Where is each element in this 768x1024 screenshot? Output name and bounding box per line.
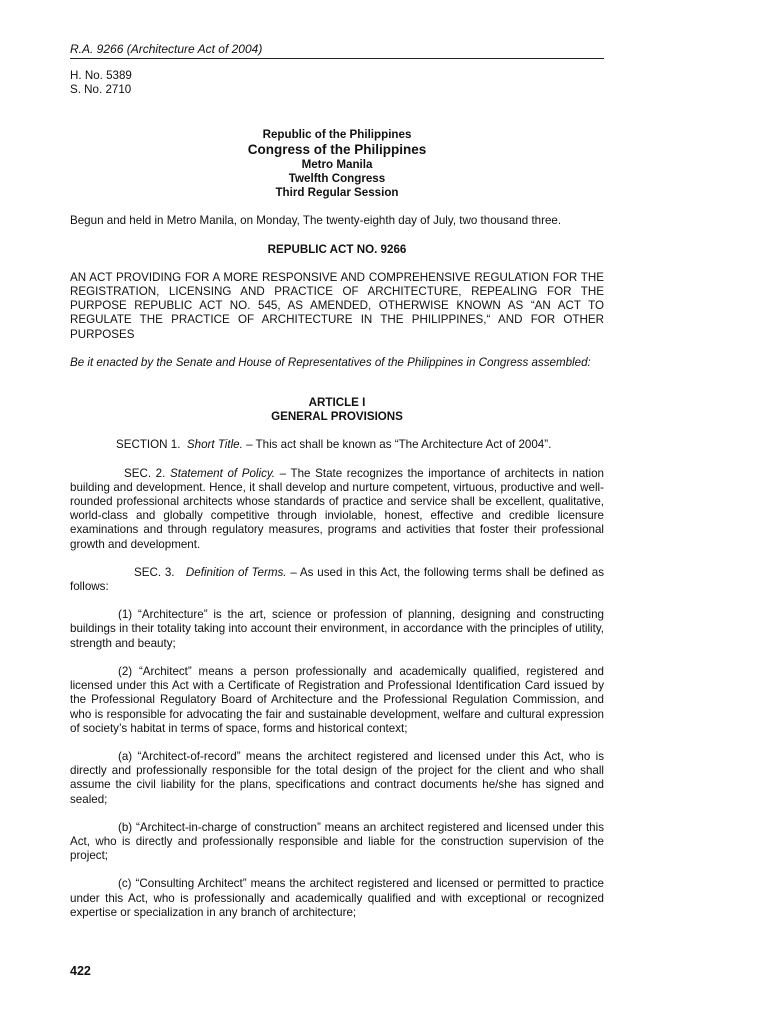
section-3-title: Definition of Terms. (185, 565, 287, 579)
bill-numbers (70, 69, 604, 97)
section-2-title: Statement of Policy. (169, 466, 276, 480)
republic-line: Republic of the Philippines (262, 127, 412, 141)
congress-heading (70, 128, 604, 201)
article-heading (70, 396, 604, 424)
section-1 (70, 438, 604, 452)
definition-architecture: (1) “Architecture” is the art, science or profession of planning, designing and constructing buildings in their totality taking into account their environment, in accordance with the principles of utility, strength and beauty; (70, 608, 604, 650)
senate-bill-number: S. No. 2710 (70, 83, 132, 97)
begun-paragraph: Begun and held in Metro Manila, on Monday, The twenty-eighth day of July, two thousand three. (70, 214, 562, 228)
enacting-clause: Be it enacted by the Senate and House of Representatives of the Philippines in Congress assembled: (70, 355, 591, 369)
definition-architect: (2) “Architect” means a person professionally and academically qualified, registered and licensed under this Act with a Certificate of Registration and Professional Identification Card issued by the Professional Regulatory Board of Architecture and the Professional Regulation Commission, and who is responsible for advocating the fair and sustainable development, welfare and cultural expression of society’s habitat in terms of space, forms and historical context; (70, 664, 604, 735)
congress-number-line: Twelfth Congress (288, 172, 386, 186)
running-header: R.A. 9266 (Architecture Act of 2004) (70, 42, 604, 59)
document-page (70, 42, 604, 920)
article-number: ARTICLE I (308, 396, 366, 410)
location-line: Metro Manila (301, 157, 373, 171)
section-2-text: – The State recognizes the importance of architects in nation building and development. Hence, it shall develop and nurture competent, virtuous, productive and well-rounded professional architects whose standards of practice and service shall be excellent, qualitative, world-class and globally competitive through inviolable, honest, effective and credible licensure examinations and through regulatory measures, programs and activities that foster their professional growth and development. (70, 466, 604, 551)
section-1-text: – This act shall be known as “The Architecture Act of 2004”. (242, 438, 552, 452)
section-3-text: – As used in this Act, the following terms shall be defined as follows: (70, 565, 604, 594)
section-1-label: SECTION 1. (116, 438, 181, 452)
section-3 (70, 566, 604, 594)
definition-architect-in-charge: (b) “Architect-in-charge of construction” means an architect registered and licensed under this Act, who is directly and professionally responsible and liable for the construction supervision of the project; (70, 820, 604, 863)
section-1-title: Short Title. (186, 438, 243, 452)
definition-architect-of-record: (a) “Architect-of-record” means the architect registered and licensed under this Act, who is directly and professionally responsible for the total design of the project for the client and who shall assume the civil liability for the plans, specifications and contract documents he/she has signed and sealed; (70, 749, 604, 806)
definition-consulting-architect: (c) “Consulting Architect” means the architect registered and licensed or permitted to practice under this Act, who is professionally and academically qualified and with exceptional or recognized expertise or specialization in any branch of architecture; (70, 877, 604, 919)
article-title: GENERAL PROVISIONS (271, 410, 403, 424)
house-bill-number: H. No. 5389 (70, 69, 132, 83)
page-number: 422 (70, 964, 91, 978)
section-2 (70, 467, 604, 552)
session-line: Third Regular Session (275, 186, 399, 200)
congress-line: Congress of the Philippines (247, 141, 427, 157)
act-title: AN ACT PROVIDING FOR A MORE RESPONSIVE AND COMPREHENSIVE REGULATION FOR THE REGISTRATION, LICENSING AND PRACTICE OF ARCHITECTURE, REPEALING FOR THE PURPOSE REPUBLIC ACT NO. 545, AS AMENDED, OTHERWISE KNOWN AS “AN ACT TO REGULATE THE PRACTICE OF ARCHITECTURE IN THE PHILIPPINES,“ AND FOR OTHER PURPOSES (70, 270, 604, 341)
act-number: REPUBLIC ACT NO. 9266 (267, 242, 407, 256)
section-2-label: SEC. 2. (124, 466, 166, 480)
section-3-label: SEC. 3. (134, 565, 175, 579)
